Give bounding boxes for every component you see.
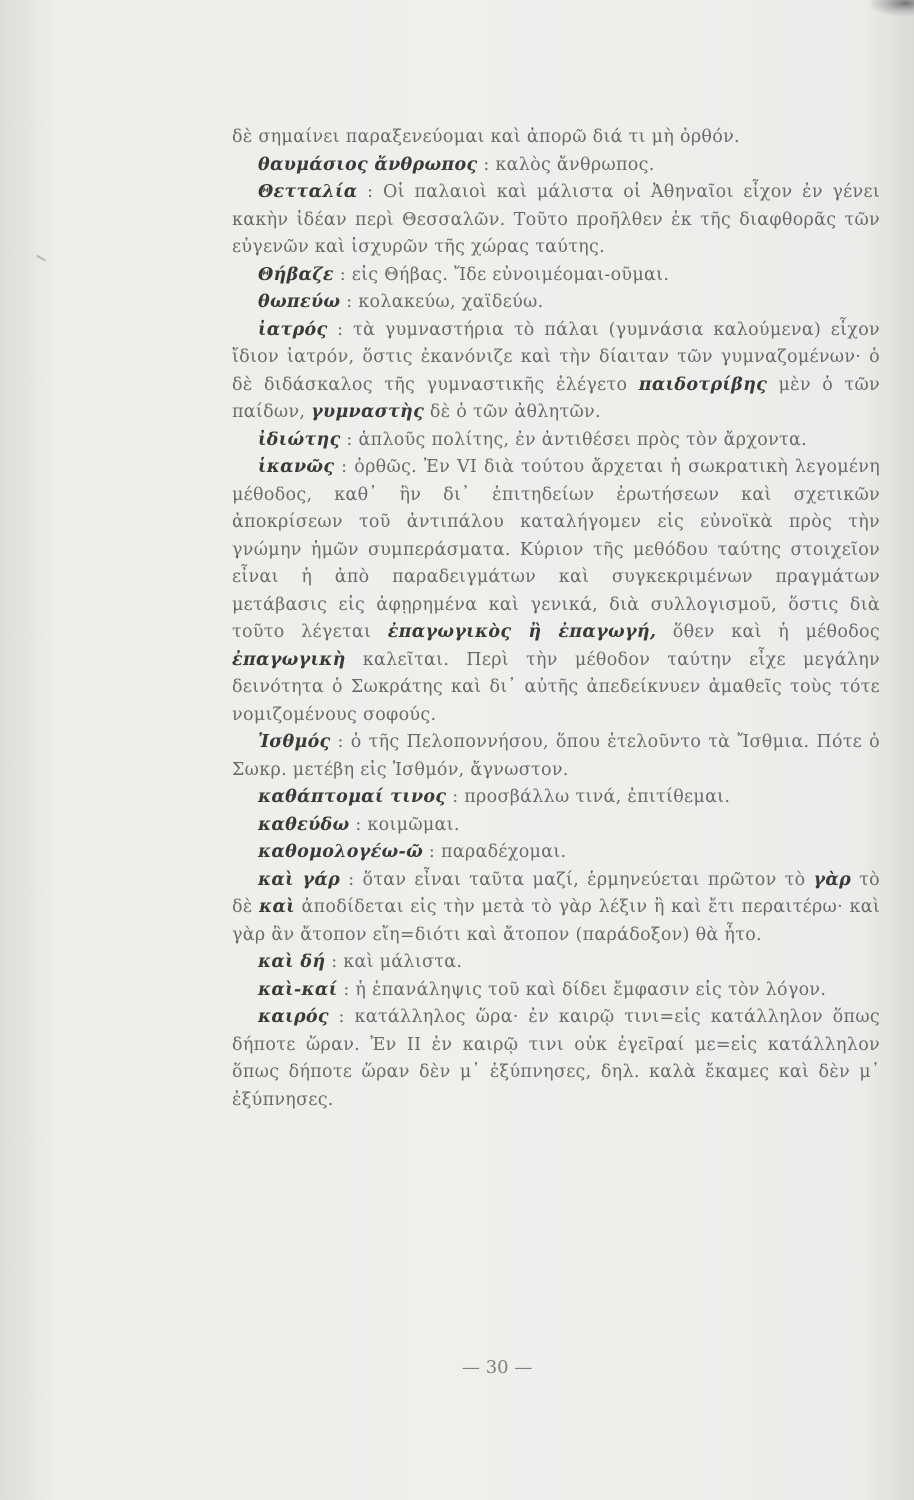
entry-definition: καλεῖται. Περὶ τὴν μέθοδον ταύτην εἶχε μεγάλην δεινότητα ὁ Σωκράτης καὶ δι᾽ αὐτῆς ἀπεδείκνυεν ἀμαθεῖς τοὺς τότε νομιζομένους σοφούς.	[232, 649, 880, 725]
glossary-text	[232, 124, 880, 1114]
margin-mark	[36, 255, 46, 262]
entry-headword: Θήβαζε	[258, 264, 334, 285]
entry-headword: θωπεύω	[258, 292, 341, 312]
entry	[232, 1004, 880, 1114]
emphasized-term: γυμναστὴς	[311, 402, 425, 422]
entry-headword: καὶ γάρ	[258, 869, 341, 890]
entry-definition: : καλὸς ἄνθρωπος.	[477, 154, 655, 175]
entry	[232, 977, 880, 1005]
entry-headword: ἰδιώτης	[258, 429, 341, 450]
entry-headword: καιρός	[258, 1007, 329, 1027]
entry-headword: Θετταλία	[258, 182, 358, 202]
entry-definition: : ἡ ἐπανάληψις τοῦ καὶ δίδει ἔμφασιν εἰς τὸν λόγον.	[337, 979, 827, 1000]
entry-definition: ἀποδίδεται εἰς τὴν μετὰ τὸ γὰρ λέξιν ἢ καὶ ἔτι περαιτέρω· καὶ γὰρ ἂν ἄτοπον εἴη=διότι καὶ ἄτοπον (παράδοξον) θὰ ἦτο.	[232, 897, 880, 945]
emphasized-term: ἐπαγωγικὸς ἢ ἐπαγωγή,	[387, 622, 657, 642]
emphasized-term: γὰρ	[813, 869, 852, 890]
entry-definition: : καὶ μάλιστα.	[325, 952, 463, 972]
entry	[232, 729, 880, 784]
entry-definition: ὅθεν καὶ ἡ μέθοδος	[656, 622, 880, 642]
entry	[232, 152, 880, 180]
entry	[232, 289, 880, 317]
entry-definition: : ὀρθῶς. Ἐν VI διὰ τούτου ἄρχεται ἡ σωκρατικὴ λεγομένη μέθοδος, καθ᾽ ἣν δι᾽ ἐπιτηδείων ἐρωτήσεων καὶ σχετικῶν ἀποκρίσεων τοῦ ἀντιπάλου καταλήγομεν εἰς εὐνοϊκὰ πρὸς τὴν γνώμην ἡμῶν συμπεράσματα. Κύριον τῆς μεθόδου ταύτης στοιχεῖον εἶναι ἡ ἀπὸ παραδειγμάτων καὶ συγκεκριμένων πραγμάτων μετάβασις εἰς ἀφῃρημένα καὶ γενικά, διὰ συλλογισμοῦ, ὅστις διὰ τοῦτο λέγεται	[232, 457, 880, 642]
entry	[232, 839, 880, 867]
entry-definition: : εἰς Θήβας. Ἴδε εὐνοιμέομαι-οῦμαι.	[333, 264, 670, 285]
entry	[232, 949, 880, 977]
entry-headword: ἱκανῶς	[258, 457, 335, 477]
entry-headword: θαυμάσιος ἄνθρωπος	[258, 154, 478, 175]
entry-definition: : Οἱ παλαιοὶ καὶ μάλιστα οἱ Ἀθηναῖοι εἶχον ἐν γένει κακὴν ἰδέαν περὶ Θεσσαλῶν. Τοῦτο προῆλθεν ἐκ τῆς διαφθορᾶς τῶν εὐγενῶν καὶ ἰσχυρῶν τῆς χώρας ταύτης.	[232, 182, 880, 257]
entry-definition: : κοιμῶμαι.	[349, 814, 460, 835]
entry-definition: : τὰ γυμναστήρια τὸ πάλαι (γυμνάσια καλούμενα) εἶχον ἴδιον ἰατρόν, ὅστις ἐκανόνιζε καὶ τὴν δίαιταν τῶν γυμναζομένων· ὁ δὲ διδάσκαλος τῆς γυμναστικῆς ἐλέγετο	[232, 319, 880, 395]
entry-headword: καθομολογέω-ῶ	[258, 842, 424, 862]
page-number: — 30 —	[462, 1357, 533, 1378]
entry	[232, 262, 880, 290]
entry	[232, 867, 880, 950]
entry	[232, 784, 880, 812]
entry-headword: καθεύδω	[258, 814, 350, 835]
corner-blemish	[870, 0, 914, 16]
entry-headword: καὶ δή	[258, 952, 326, 972]
entry	[232, 317, 880, 427]
entry-headword: καὶ-καί	[258, 979, 338, 1000]
entry-definition: : κατάλληλος ὥρα· ἐν καιρῷ τινι=εἰς κατάλληλον ὅπως δήποτε ὥραν. Ἐν II ἐν καιρῷ τινι οὐκ ἐγεῖραί με=εἰς κατάλληλον ὅπως δήποτε ὥραν δὲν μ᾽ ἐξύπνησες, δηλ. καλὰ ἔκαμες καὶ δὲν μ᾽ ἐξύπνησες.	[232, 1007, 880, 1110]
entry-headword: ἰατρός	[258, 319, 328, 340]
entry-continuation: δὲ σημαίνει παραξενεύομαι καὶ ἀπορῶ διά τι μὴ ὀρθόν.	[232, 127, 740, 147]
entry	[232, 427, 880, 455]
entry-headword: Ἰσθμός	[258, 732, 331, 752]
entry-definition: δὲ ὁ τῶν ἀθλητῶν.	[424, 402, 601, 422]
emphasized-term: καὶ	[259, 897, 295, 917]
entry-definition: : ὁ τῆς Πελοποννήσου, ὅπου ἐτελοῦντο τὰ Ἴσθμια. Πότε ὁ Σωκρ. μετέβη εἰς Ἰσθμόν, ἄγνωστον.	[232, 732, 880, 780]
entry-definition: : ὅταν εἶναι ταῦτα μαζί, ἑρμηνεύεται πρῶτον τὸ	[340, 869, 814, 890]
entry	[232, 454, 880, 729]
entry-definition: : προσβάλλω τινά, ἐπιτίθεμαι.	[446, 787, 731, 807]
entry-definition: : ἁπλοῦς πολίτης, ἐν ἀντιθέσει πρὸς τὸν ἄρχοντα.	[340, 429, 807, 450]
emphasized-term: παιδοτρίβης	[638, 374, 768, 395]
entry	[232, 179, 880, 262]
entry-definition: τὸ δὲ	[232, 869, 880, 917]
entry-definition: μὲν ὁ τῶν παίδων,	[232, 374, 880, 422]
entry-definition: : κολακεύω, χαϊδεύω.	[340, 292, 544, 312]
entry	[232, 812, 880, 840]
entry-definition: : παραδέχομαι.	[423, 842, 567, 862]
emphasized-term: ἐπαγωγικὴ	[232, 649, 346, 670]
entry-headword: καθάπτομαί τινος	[258, 787, 447, 807]
